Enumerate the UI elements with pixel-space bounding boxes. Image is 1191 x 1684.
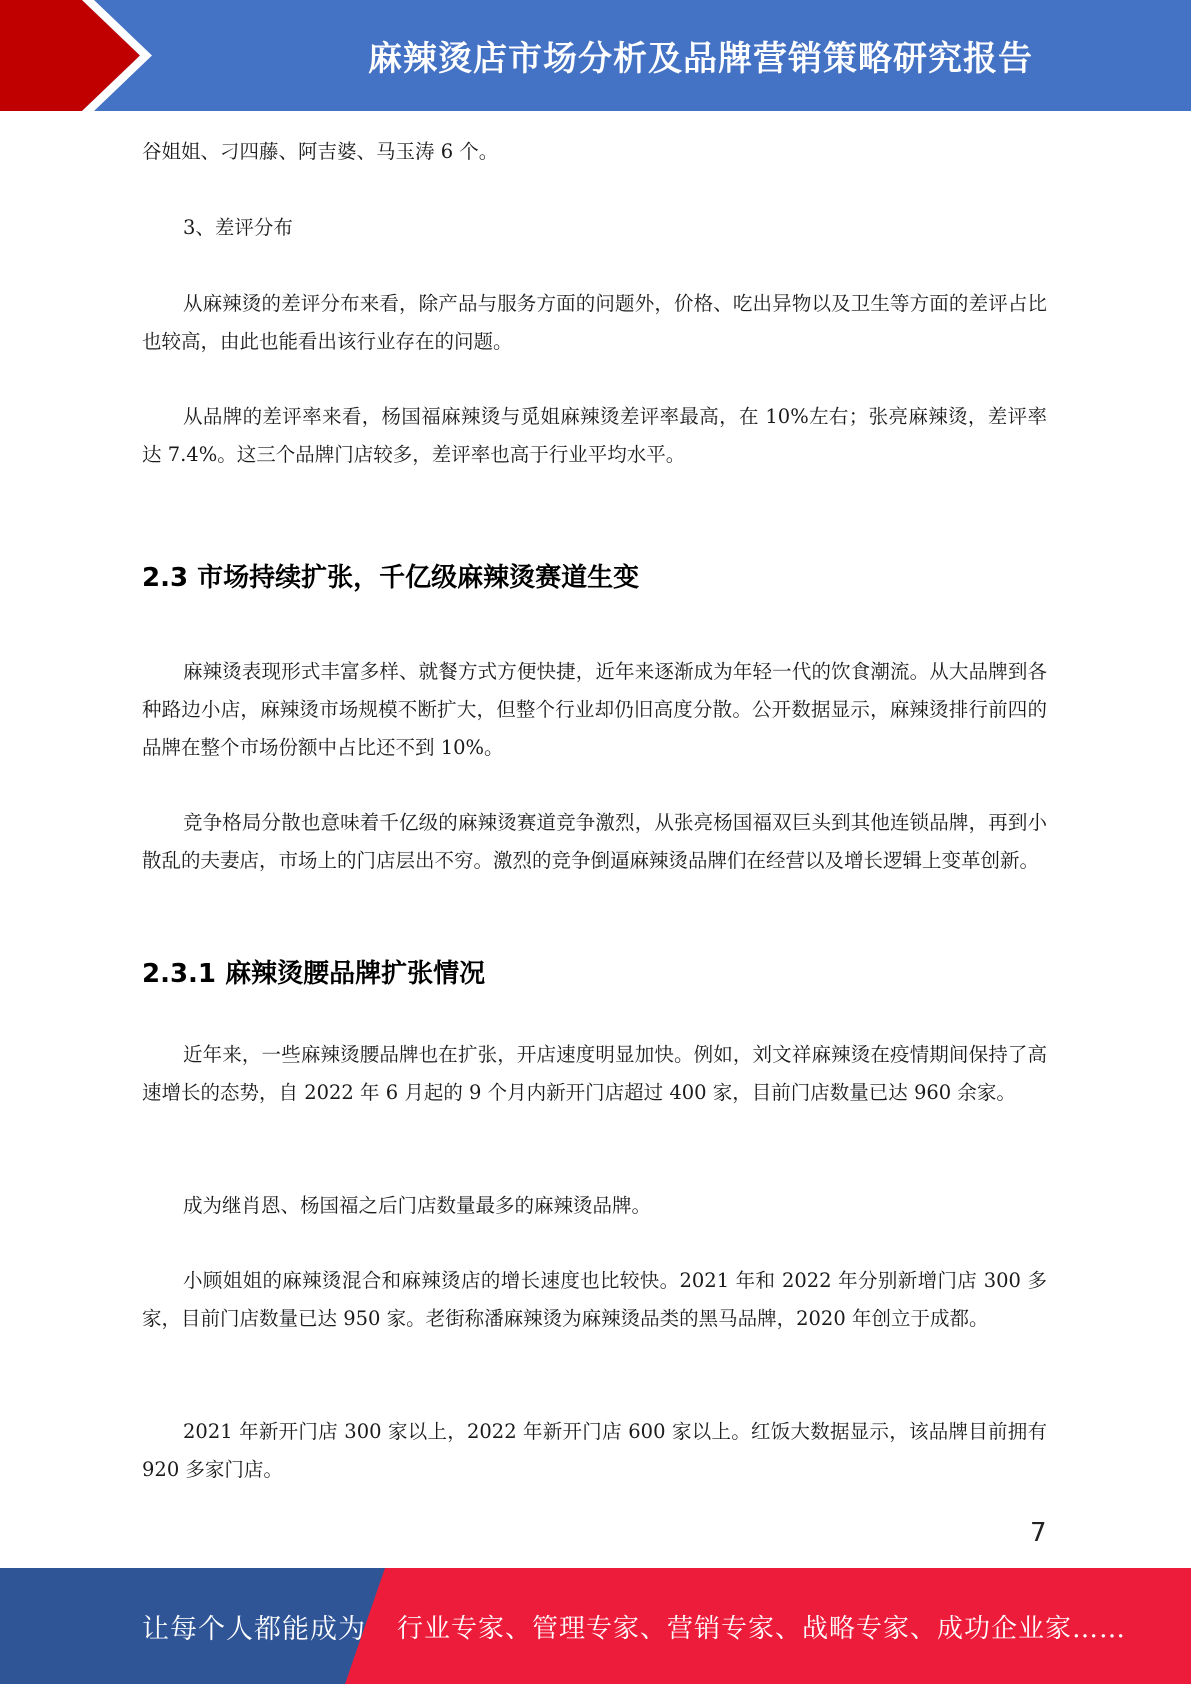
paragraph-store-count-rank: 成为继肖恩、杨国福之后门店数量最多的麻辣烫品牌。 (183, 1194, 652, 1217)
page-header (0, 0, 1191, 111)
paragraph-brand-list: 谷姐姐、刁四藤、阿吉婆、马玉涛 6 个。 (142, 140, 499, 163)
paragraph-new-stores: 2021 年新开门店 300 家以上，2022 年新开门店 600 家以上。红饭大数据显示，该品牌目前拥有 920 多家门店。 (142, 1420, 1047, 1481)
paragraph-competition: 竞争格局分散也意味着千亿级的麻辣烫赛道竞争激烈，从张亮杨国福双巨头到其他连锁品牌，再到小散乱的夫妻店，市场上的门店层出不穷。激烈的竞争倒逼麻辣烫品牌们在经营以及增长逻辑上变革创新。 (142, 811, 1047, 872)
page-number: 7 (1030, 1518, 1047, 1548)
footer-slogan: 让每个人都能成为 (142, 1613, 366, 1645)
subheading-negative-review-distribution: 3、差评分布 (183, 216, 293, 239)
paragraph-growth-brands: 小顾姐姐的麻辣烫混合和麻辣烫店的增长速度也比较快。2021 年和 2022 年分别新增门店 300 多家，目前门店数量已达 950 家。老街称潘麻辣烫为麻辣烫品类的黑马品牌，2020 年创立于成都。 (142, 1269, 1047, 1330)
page-footer (0, 1568, 1191, 1684)
paragraph-brand-negative-rate: 从品牌的差评率来看，杨国福麻辣烫与觅姐麻辣烫差评率最高，在 10%左右；张亮麻辣烫，差评率达 7.4%。这三个品牌门店较多，差评率也高于行业平均水平。 (142, 405, 1047, 466)
footer-roles: 行业专家、管理专家、营销专家、战略专家、成功企业家…… (397, 1613, 1127, 1644)
document-title: 麻辣烫店市场分析及品牌营销策略研究报告 (368, 39, 1033, 79)
header-arrow-decoration (0, 0, 220, 111)
section-heading-2-3-1: 2.3.1 麻辣烫腰品牌扩张情况 (142, 959, 486, 989)
paragraph-market-overview: 麻辣烫表现形式丰富多样、就餐方式方便快捷，近年来逐渐成为年轻一代的饮食潮流。从大品牌到各种路边小店，麻辣烫市场规模不断扩大，但整个行业却仍旧高度分散。公开数据显示，麻辣烫排行前四的品牌在整个市场份额中占比还不到 10%。 (142, 660, 1047, 759)
paragraph-negative-review-overview: 从麻辣烫的差评分布来看，除产品与服务方面的问题外，价格、吃出异物以及卫生等方面的差评占比也较高，由此也能看出该行业存在的问题。 (142, 292, 1047, 353)
section-heading-2-3: 2.3 市场持续扩张，千亿级麻辣烫赛道生变 (142, 563, 640, 593)
paragraph-waist-brand-expansion: 近年来，一些麻辣烫腰品牌也在扩张，开店速度明显加快。例如，刘文祥麻辣烫在疫情期间保持了高速增长的态势，自 2022 年 6 月起的 9 个月内新开门店超过 400 家，目前门店数量已达 960 余家。 (142, 1043, 1047, 1104)
